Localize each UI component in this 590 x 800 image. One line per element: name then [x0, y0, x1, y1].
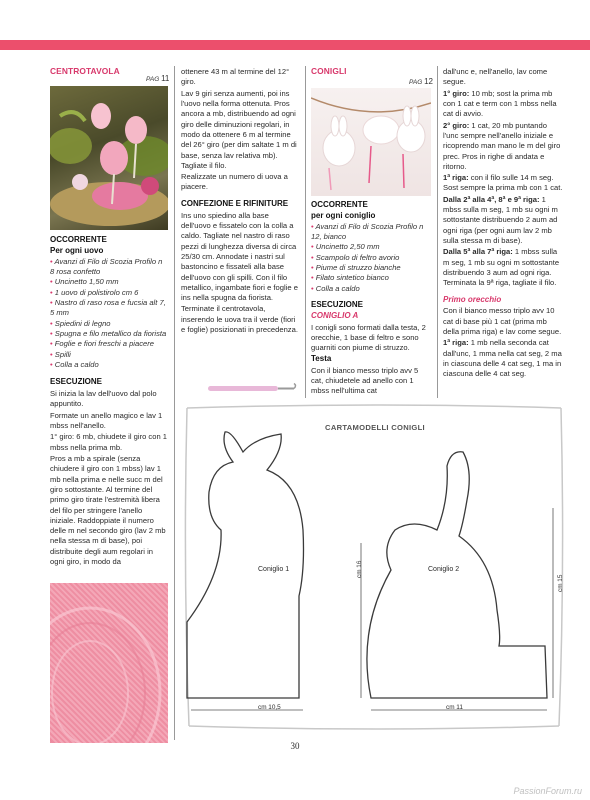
conigli-intro-text: I conigli sono formati dalla testa, 2 orecchie, 1 base di feltro e sono guarniti con piume di struzzo. — [311, 322, 426, 353]
occorrente-subheading: Per ogni uovo — [50, 245, 104, 255]
far-right-column — [443, 66, 563, 380]
conigli-title: CONIGLI — [311, 66, 347, 76]
crochet-egg-illustration — [50, 583, 168, 743]
patterns-title: CARTAMODELLI CONIGLI — [325, 423, 425, 432]
centrotavola-text: Realizzate un numero di uova a piacere. — [181, 172, 288, 192]
orecchio-text: Con il bianco messo triplo avv 10 cat di base più 1 cat (prima mb della prima riga) e lav come segue. — [443, 306, 562, 337]
patterns-box — [181, 400, 565, 734]
middle-column — [181, 66, 298, 335]
material-item: • Avanzi di Filo di Scozia Profilo n 12, bianco — [311, 221, 424, 242]
bunny-2-width: cm 11 — [446, 704, 463, 711]
material-item: • Colla a caldo — [311, 283, 360, 293]
centrotavola-title: CENTROTAVOLA — [50, 66, 120, 76]
column-divider — [437, 66, 438, 398]
material-item: • Uncinetto 2,50 mm — [311, 242, 380, 252]
column-divider — [174, 66, 175, 740]
bunny-2-outline — [367, 452, 547, 698]
material-item: • Spilli — [50, 349, 71, 359]
centrotavola-text: Lav 9 giri senza aumenti, poi ins l'uovo nella forma ottenuta. Pros ancora a mb, distribuendo ad ogni giro delle diminuzioni regolari, in modo da ottenere 6 m al termine del 26° giro (per dim saltate 1 m di base, senza lav relativa mb). Tagliate il filo. — [181, 88, 297, 170]
giro-1: 1° giro: 10 mb; sost la prima mb con 1 cat e term con 1 mbss nella cat di avvio. — [443, 88, 557, 119]
material-item: • Nastro di raso rosa e fucsia alt 7, 5 mm — [50, 298, 166, 318]
watermark: PassionForum.ru — [513, 786, 582, 796]
material-item: • Foglie e fiori freschi a piacere — [50, 339, 154, 349]
esecuzione-heading: ESECUZIONE — [50, 377, 103, 387]
material-item: • Spiedini di legno — [50, 318, 111, 328]
bunny-2-label: Coniglio 2 — [428, 566, 460, 573]
bunny-1-width: cm 10,5 — [258, 704, 281, 711]
occorrente-heading: OCCORRENTE — [50, 235, 107, 244]
conigli-esecuzione-heading: ESECUZIONE — [311, 299, 364, 309]
conigli-text-block — [311, 200, 431, 396]
centrotavola-page-ref: PAG 11 — [146, 74, 170, 83]
material-item: • Avanzi di Filo di Scozia Profilo n 8 rosa confetto — [50, 256, 163, 277]
bunnies-illustration — [311, 88, 431, 196]
material-item: • Filato sintetico bianco — [311, 273, 389, 283]
crochet-texture-photo — [50, 583, 168, 743]
orecchio-riga-1: 1ª riga: 1 mb nella seconda cat dall'unc, 1 mma nella cat seg, 2 ma in ciascuna delle 4 cat seg, 1 ma in ciascuna delle 4 cat seg. — [443, 338, 562, 379]
right-column — [311, 66, 431, 77]
bunnies-photo — [311, 88, 431, 196]
page-number: 30 — [290, 741, 300, 751]
esecuzione-text: Formate un anello magico e lav 1 mbss nell'anello. — [50, 410, 163, 430]
esecuzione-text: Si inizia la lav dell'uovo dal polo appuntito. — [50, 389, 157, 409]
top-color-band — [0, 40, 590, 50]
bunny-1-label: Coniglio 1 — [258, 566, 290, 573]
coniglio-a-heading: CONIGLIO A — [311, 310, 359, 320]
conigli-occorrente-sub: per ogni coniglio — [311, 210, 376, 220]
riga-2-4: Dalla 2ª alla 4ª, 8ª e 9ª riga: 1 mbss sulla m seg, 1 mb su ogni m sottostante distribuendo 2 aum ad ogni riga (per ogni aum lav 2 mb sulla stessa m di base). — [443, 194, 558, 245]
crochet-hook-icon — [206, 380, 298, 390]
testa-text: Con il bianco messo triplo avv 5 cat, chiudetele ad anello con 1 mbss nell'ultima cat — [311, 365, 419, 396]
esecuzione-text: 1° giro: 6 mb, chiudete il giro con 1 mbss nella prima mb. — [50, 432, 168, 452]
conigli-occorrente-heading: OCCORRENTE — [311, 200, 368, 209]
easter-eggs-photo — [50, 86, 168, 230]
material-item: • Colla a caldo — [50, 359, 99, 369]
testa-heading: Testa — [311, 353, 332, 363]
bunny-1-outline — [187, 432, 304, 698]
material-item: • Uncinetto 1,50 mm — [50, 277, 119, 287]
centrotavola-text: ottenere 43 m al termine del 12° giro. — [181, 67, 290, 87]
confezione-text: Terminate il centrotavola, inserendo le uova tra il verde (fiori e foglie) posizionati in precedenza. — [181, 304, 298, 335]
bunny-2-height: cm 15 — [557, 574, 564, 592]
giro-2: 2° giro: 1 cat, 20 mb puntando l'unc sempre nell'anello iniziale e ricoprendo man mano le m del giro prec. Pros in righe di andata e ritorno. — [443, 120, 561, 171]
bunny-1-height: cm 16 — [356, 560, 363, 578]
riga-5-7: Dalla 5ª alla 7ª riga: 1 mbss sulla m seg, 1 mb su ogni m sottostante distribuendo 3 aum ad ogni riga. Terminata la 9ª riga, tagliate il filo. — [443, 247, 560, 288]
material-item: • Scampolo di feltro avorio — [311, 252, 400, 262]
orecchio-heading: Primo orecchio — [443, 294, 502, 304]
esecuzione-text: Pros a mb a spirale (senza chiudere il giro con 1 mbss) lav 1 mb nella prima e nelle succ m del giro sottostante. Al termine del primo giro tirate l'estremità libera del filo per stringere l'anello iniziale. Raddoppiate il numero delle m nel secondo giro (lav 2 mb nella stessa m di base), poi distribuite degli aum regolari in ogni giro, in modo da — [50, 453, 166, 567]
confezione-heading: CONFEZIONE E RIFINITURE — [181, 198, 289, 208]
testa-continued: dall'unc e, nell'anello, lav come segue. — [443, 67, 548, 87]
material-item: • Piume di struzzo bianche — [311, 263, 401, 272]
eggs-illustration — [50, 86, 168, 230]
material-item: • 1 uovo di polistirolo cm 6 — [50, 287, 139, 297]
material-item: • Spugna e filo metallico da fiorista — [50, 328, 167, 338]
confezione-text: Ins uno spiedino alla base dell'uovo e fissatelo con la colla a caldo. Tagliate nel nastro di raso pezzi di lunghezza diversa di circa 25/30 cm. Annodate i nastri sul bastoncino e fissateli alla base dell'uovo con gli spilli. Con il filo metallico, ingambate fiori e foglie e ins nella spugna da fiorista. — [181, 210, 298, 303]
conigli-page-ref: PAG 12 — [409, 77, 433, 86]
left-text-block — [50, 235, 168, 567]
riga-1: 1ª riga: con il filo sulle 14 m seg. Sost sempre la prima mb con 1 cat. — [443, 173, 563, 193]
column-divider — [305, 66, 306, 398]
patterns-frame — [181, 400, 565, 734]
